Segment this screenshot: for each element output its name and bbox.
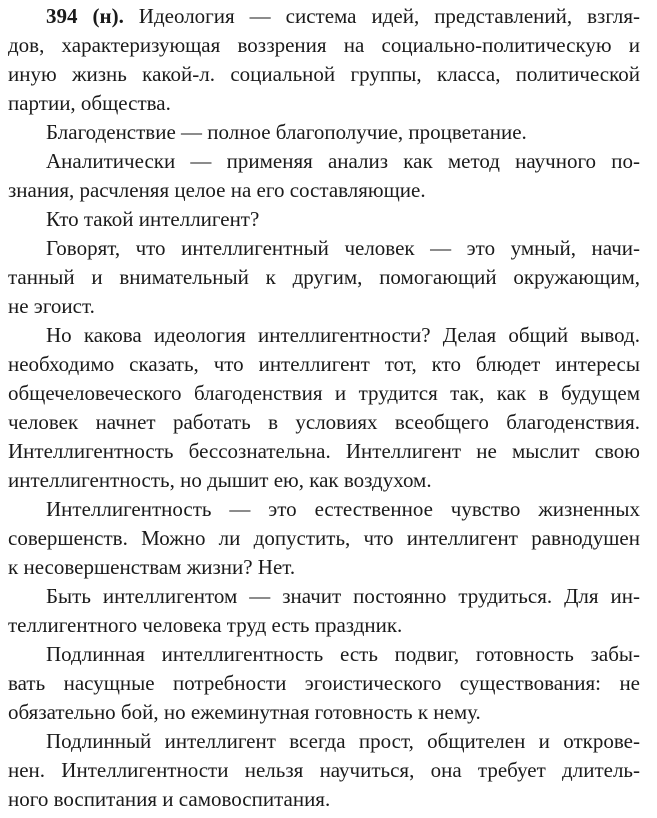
exercise-number: 394 (н).	[46, 4, 124, 28]
text-line: Подлинный интеллигент всегда прост, общителен и открове-	[46, 729, 640, 753]
text-fragment: Идеология — система идей, представлений, взгля-	[123, 4, 640, 28]
text-line: Кто такой интеллигент?	[46, 207, 260, 231]
text-line: нен. Интеллигентности нельзя научиться, она требует длитель-	[8, 758, 640, 782]
text-line: к несовершенствам жизни? Нет.	[8, 555, 296, 579]
text-line	[46, 2, 640, 31]
text-line: общечеловеческого благоденствия и трудится так, как в будущем	[8, 381, 640, 405]
text-line: ного воспитания и самовоспитания.	[8, 787, 331, 811]
text-line: обязательно бой, но ежеминутная готовность к нему.	[8, 700, 481, 724]
text-line: Аналитически — применяя анализ как метод научного по-	[46, 149, 640, 173]
text-line: танный и внимательный к другим, помогающий окружающим,	[8, 265, 640, 289]
text-line: человек начнет работать в условиях всеобщего благоденствия.	[8, 410, 640, 434]
text-line: Интеллигентность — это естественное чувство жизненных	[46, 497, 640, 521]
text-line: необходимо сказать, что интеллигент тот, кто блюдет интересы	[8, 352, 640, 376]
text-line: Подлинная интеллигентность есть подвиг, готовность забы-	[46, 642, 640, 666]
text-line: вать насущные потребности эгоистического существования: не	[8, 671, 640, 695]
text-line: дов, характеризующая воззрения на социально-политическую и	[8, 33, 640, 57]
text-line: знания, расчленяя целое на его составляющие.	[8, 178, 426, 202]
text-line: совершенств. Можно ли допустить, что интеллигент равнодушен	[8, 526, 640, 550]
text-line: иную жизнь какой-л. социальной группы, класса, политической	[8, 62, 640, 86]
text-line: партии, общества.	[8, 91, 171, 115]
text-line: Благоденствие — полное благополучие, процветание.	[46, 120, 527, 144]
text-line: не эгоист.	[8, 294, 95, 318]
text-line: Быть интеллигентом — значит постоянно трудиться. Для ин-	[46, 584, 640, 608]
text-line: Говорят, что интеллигентный человек — это умный, начи-	[46, 236, 640, 260]
text-line: Интеллигентность бессознательна. Интеллигент не мыслит свою	[8, 439, 640, 463]
text-line: интеллигентность, но дышит ею, как воздухом.	[8, 468, 432, 492]
text-line: теллигентного человека труд есть праздник.	[8, 613, 403, 637]
text-line: Но какова идеология интеллигентности? Делая общий вывод.	[46, 323, 640, 347]
